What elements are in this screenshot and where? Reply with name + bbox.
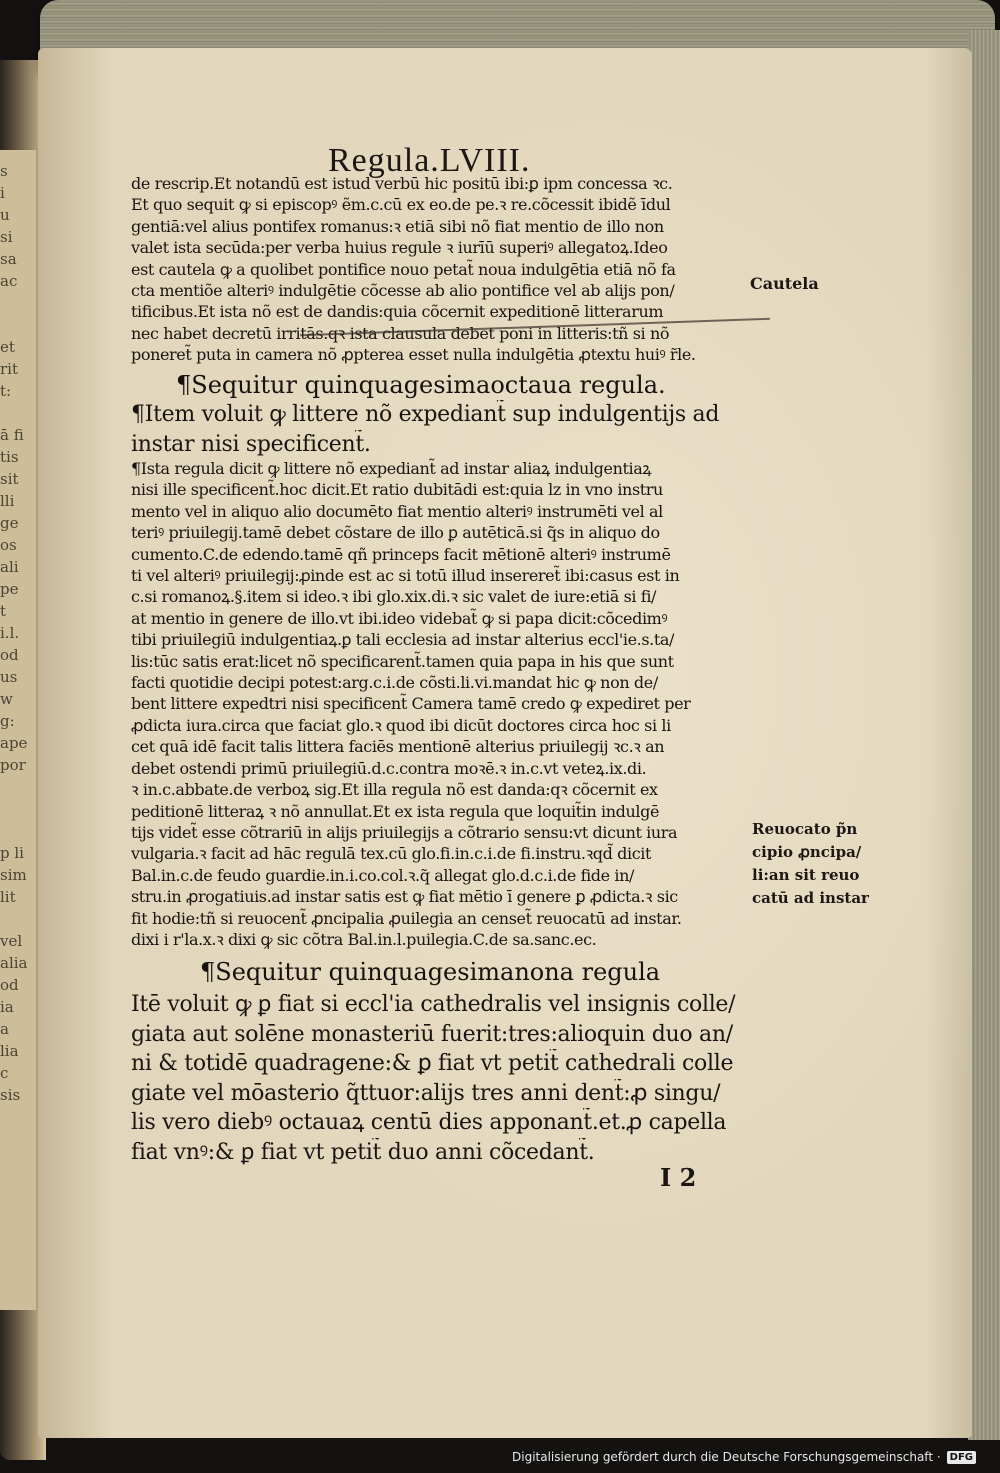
- text-line: bent littere expedtri nisi specificent̃ Camera tamē credo ꝙ expediret per: [131, 694, 691, 714]
- text-line: teriꝰ priuilegij.tamē debet cõstare de illo ꝑ autēticā.si q̃s in aliquo do: [131, 523, 660, 543]
- rule-59-text: [131, 990, 771, 1167]
- text-line: fit hodie:tñ si reuocent̃ ꝓncipalia ꝓuilegia an censet̃ reuocatū ad instar.: [131, 908, 682, 928]
- text-line: ¶Item voluit ꝙ littere nõ expediant̃ sup indulgentijs ad: [131, 402, 720, 427]
- text-line: de rescrip.Et notandū est istud verbū hic positū ibi:ꝑ ipm concessa ꝛc.: [131, 174, 673, 193]
- text-line: tibi priuilegiū indulgentiaꝝ.ꝑ tali ecclesia ad instar alterius eccl'ie.s.ta/: [131, 630, 674, 650]
- text-line: tijs videt̃ esse cõtrariū in alijs priuilegijs a cõtrario sensu:vt dicunt iura: [131, 822, 678, 842]
- text-line: instar nisi specificent̃.: [131, 431, 371, 457]
- text-line: ni & totidē quadragene:& ꝑ fiat vt petit̃ cathedrali colle: [131, 1051, 734, 1076]
- heading-rule-58: ¶Sequitur quinquagesimaoctaua regula.: [176, 371, 666, 399]
- marginal-line: Reuocato p̃n: [752, 820, 858, 838]
- page-edges-right: [968, 30, 1000, 1440]
- dfg-logo-icon: DFG: [947, 1451, 976, 1464]
- text-line: fiat vnꝰ:& ꝑ fiat vt petit̃ duo anni cõcedant̃.: [131, 1139, 595, 1165]
- text-line: lis vero diebꝰ octauaꝝ centū dies apponant̃.et.ꝓ capella: [131, 1110, 727, 1135]
- text-line: dixi i r'la.x.ꝛ dixi ꝙ sic cõtra Bal.in.l.puilegia.C.de sa.sanc.ec.: [131, 929, 597, 949]
- text-line: facti quotidie decipi potest:arg.c.i.de cõsti.li.vi.mandat hic ꝙ non de/: [131, 673, 658, 693]
- rule-58-text: [131, 400, 771, 459]
- text-line: mento vel in aliquo alio documēto fiat mentio alteriꝰ instrumēti vel al: [131, 501, 663, 521]
- text-line: lis:tūc satis erat:licet nõ specificarent̃.tamen quia papa in his que sunt: [131, 651, 674, 671]
- heading-rule-59: ¶Sequitur quinquagesimanona regula: [200, 958, 661, 986]
- footer-text: Digitalisierung gefördert durch die Deutsche Forschungsgemeinschaft ·: [512, 1450, 941, 1464]
- text-line: ti vel alteriꝰ priuilegij:ꝓinde est ac si totū illud insereret̃ ibi:casus est in: [131, 566, 680, 586]
- commentary-block-rule-58: [131, 458, 771, 950]
- facing-page-text-fragments: s i u si sa ac et rit t: ā fi tis sit lli ge os ali pe t i.l. od us w g: ape por p li sim lit vel alia od ia a lia c sis: [0, 162, 28, 1104]
- text-line: vulgaria.ꝛ facit ad hāc regulā tex.cū glo.fi.in.c.i.de fi.instru.ꝛqd̃ dicit: [131, 844, 652, 864]
- text-line: Bal.in.c.de feudo guardie.in.i.co.col.ꝛ.q̃ allegat glo.d.c.i.de fide in/: [131, 865, 635, 885]
- text-line: giata aut solēne monasteriū fuerit:tres:alioquin duo an/: [131, 1021, 733, 1047]
- text-line: c.si romanoꝝ.§.item si ideo.ꝛ ibi glo.xix.di.ꝛ sic valet de iure:etiā si fi/: [131, 587, 657, 607]
- text-line: cet quā idē facit talis littera faciēs mentionē alterius priuilegij ꝛc.ꝛ an: [131, 737, 665, 757]
- text-line: cumento.C.de edendo.tamē qñ princeps facit mētionē alteriꝰ instrumē: [131, 544, 671, 564]
- text-line: peditionē litteraꝝ ꝛ nõ annullat.Et ex ista regula que loquit̃in indulgē: [131, 801, 660, 821]
- text-line: poneret̃ puta in camera nõ ꝓpterea esset nulla indulgētia ꝓtextu huiꝰ r̃le.: [131, 345, 696, 365]
- text-line: tificibus.Et ista nõ est de dandis:quia cõcernit expeditionē litterarum: [131, 302, 664, 322]
- signature-mark: I 2: [660, 1163, 697, 1192]
- text-line: ꝛ in.c.abbate.de verboꝝ sig.Et illa regula nõ est danda:qꝛ cõcernit ex: [131, 780, 658, 800]
- text-line: debet ostendi primū priuilegiū.d.c.contra moꝛē.ꝛ in.c.vt veteꝝ.ix.di.: [131, 758, 647, 778]
- digitization-credit: [512, 1447, 976, 1467]
- text-line: Itē voluit ꝙ ꝑ fiat si eccl'ia cathedralis vel insignis colle/: [131, 992, 736, 1017]
- text-line: est cautela ꝙ a quolibet pontifice nouo petat̃ noua indulgētia etiā nõ fa: [131, 259, 676, 279]
- marginal-line: li:an sit reuo: [752, 866, 860, 884]
- commentary-block-top: [131, 173, 771, 366]
- marginal-line: catū ad instar: [752, 889, 869, 907]
- text-line: gentiā:vel alius pontifex romanus:ꝛ etiā sibi nõ fiat mentio de illo non: [131, 216, 664, 236]
- text-line: nec habet decretū irritās.qꝛ ista clausula debet poni in litteris:tñ si nõ: [131, 323, 670, 343]
- text-line: at mentio in genere de illo.vt ibi.ideo videbat̃ ꝙ si papa dicit:cõcedimꝰ: [131, 608, 668, 628]
- text-line: giate vel mōasterio q̃ttuor:alijs tres anni dent̃:ꝓ singu/: [131, 1080, 721, 1106]
- text-line: valet ista secūda:per verba huius regule ꝛ iurīū superiꝰ allegatoꝝ.Ideo: [131, 238, 668, 258]
- text-line: ꝓdicta iura.circa que faciat glo.ꝛ quod ibi dicūt doctores circa hoc si li: [131, 715, 671, 735]
- page-header: Regula.LVIII.: [328, 142, 531, 179]
- text-line: Et quo sequit ꝙ si episcopꝰ ẽm.c.cū ex eo.de pe.ꝛ re.cõcessit ibidẽ īdul: [131, 195, 671, 215]
- marginal-line: cipio ꝓncipa/: [752, 843, 862, 861]
- text-line: ¶Ista regula dicit ꝙ littere nõ expediant̃ ad instar aliaꝝ indulgentiaꝝ: [131, 459, 652, 478]
- marginal-note-cautela: Cautela: [750, 274, 819, 293]
- text-line: cta mentiõe alteriꝰ indulgētie cõcesse ab alio pontifice vel ab alijs pon/: [131, 281, 675, 301]
- text-line: stru.in ꝓrogatiuis.ad instar satis est ꝙ fiat mētio ī genere ꝑ ꝓdicta.ꝛ sic: [131, 887, 678, 907]
- marginal-note-revocation: [752, 818, 869, 910]
- text-line: nisi ille specificent̃.hoc dicit.Et ratio dubitādi est:quia lz in vno instru: [131, 480, 663, 500]
